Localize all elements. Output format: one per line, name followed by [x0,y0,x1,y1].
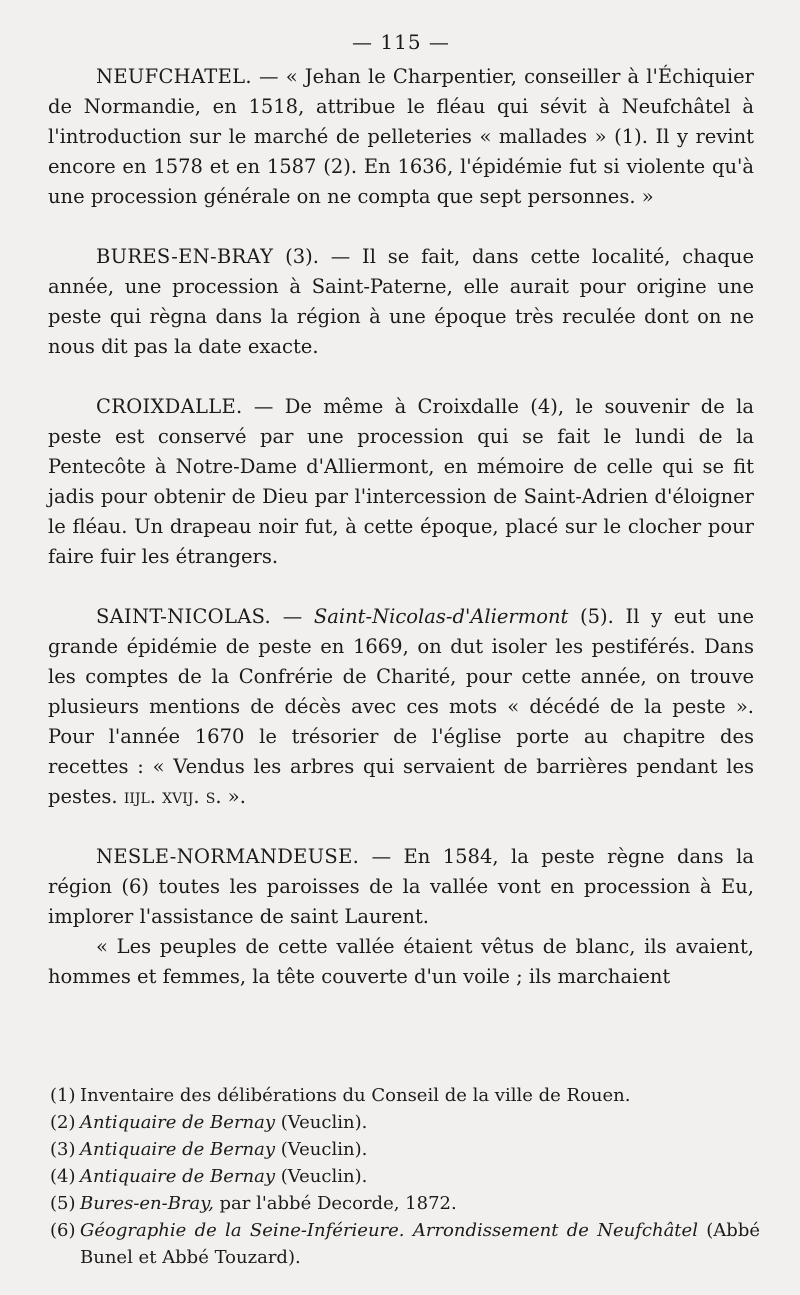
section-text: — De même à Croixdalle (4), le souvenir de la peste est conservé par une procession qui se fait le lundi de la Pentecôte à Notre-Dame d'Alliermont, en mémoire de celle qui se fit jadis pour obtenir de Dieu par l'intercession de Saint-Adrien d'éloigner le fléau. Un drapeau noir fut, à cette époque, placé sur le clocher pour faire fuir les étrangers. [48,395,754,568]
paragraph [48,392,754,572]
footnote-number: (2) [50,1112,76,1133]
footnote-number: (5) [50,1193,76,1214]
section-text: (5). Il y eut une grande épidémie de peste en 1669, on dut isoler les pestiférés. Dans les comptes de la Confrérie de Charité, pour cette année, on trouve plusieurs mentions de décès avec ces mots « décédé de la peste ». Pour l'année 1670 le trésorier de l'église porte au chapitre des recettes : « Vendus les arbres qui servaient de barrières pendant les pestes. [48,605,754,808]
section-croixdalle [48,392,754,572]
section-heading: NESLE-NORMANDEUSE. [96,845,360,868]
section-text: (3). — Il se fait, dans cette localité, chaque année, une procession à Saint-Paterne, elle aurait pour origine une peste qui règna dans la région à une époque très reculée dont on ne nous dit pas la date exacte. [48,245,754,358]
footnote-text: Inventaire des délibérations du Conseil de la ville de Rouen. [80,1085,631,1106]
section-heading: SAINT-NICOLAS. [96,605,272,628]
section-text: — « Jehan le Charpentier, conseiller à l'Échiquier de Normandie, en 1518, attribue le fléau qui sévit à Neufchâtel à l'introduction sur le marché de pelleteries « mallades » (1). Il y revint encore en 1578 et en 1587 (2). En 1636, l'épidémie fut si violente qu'à une procession générale on ne compta que sept personnes. » [48,65,754,208]
footnote-number: (6) [50,1220,76,1241]
section-saint-nicolas [48,602,754,812]
footnote-text: par l'abbé Decorde, 1872. [213,1193,457,1214]
footnote-title: Géographie de la Seine-Inférieure. Arrondissement de Neufchâtel [80,1220,698,1241]
footnote-number: (1) [50,1085,76,1106]
footnote-text: (Abbé Bunel et Abbé Touzard). [80,1220,760,1268]
footnote-number: (3) [50,1139,76,1160]
paragraph [48,242,754,362]
footnote-4 [50,1163,760,1190]
footnote-1 [50,1082,760,1109]
footnote-text: (Veuclin). [275,1139,368,1160]
amount-smallcaps: iijl. xvij. s. [123,785,222,808]
section-tail: ». [221,785,246,808]
footnote-title: Bures-en-Bray, [80,1193,214,1214]
section-dash: — [271,605,314,628]
footnote-2 [50,1109,760,1136]
section-bures-en-bray [48,242,754,362]
footnote-text: (Veuclin). [275,1166,368,1187]
section-neufchatel [48,62,754,212]
footnote-6 [50,1217,760,1271]
section-heading: CROIXDALLE. [96,395,243,418]
section-text: — En 1584, la peste règne dans la région (6) toutes les paroisses de la vallée vont en procession à Eu, implorer l'assistance de saint Laurent. [48,845,754,928]
footnote-3 [50,1136,760,1163]
paragraph [48,842,754,932]
paragraph [48,602,754,812]
footnote-5 [50,1190,760,1217]
section-heading: NEUFCHATEL. [96,65,252,88]
footnote-number: (4) [50,1166,76,1187]
page-number: — 115 — [352,30,450,54]
footnote-title: Antiquaire de Bernay [80,1166,276,1187]
paragraph [48,62,754,212]
section-nesle-normandeuse [48,842,754,992]
footnote-title: Antiquaire de Bernay [80,1139,276,1160]
footnote-title: Antiquaire de Bernay [80,1112,276,1133]
footnote-text: (Veuclin). [275,1112,368,1133]
place-name-italic: Saint-Nicolas-d'Aliermont [313,605,569,628]
footnotes [50,1082,760,1271]
section-heading: BURES-EN-BRAY [96,245,274,268]
quote-paragraph: « Les peuples de cette vallée étaient vêtus de blanc, ils avaient, hommes et femmes, la tête couverte d'un voile ; ils marchaient [48,935,754,988]
